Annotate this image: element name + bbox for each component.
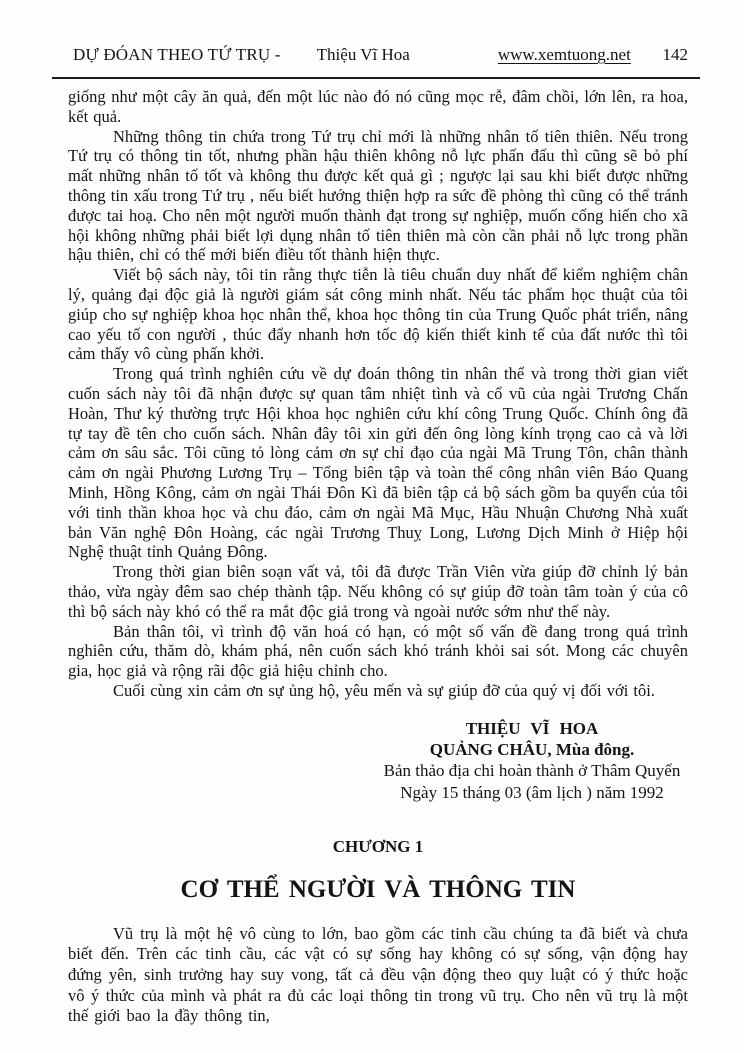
body-paragraph: giống như một cây ăn quả, đến một lúc nào đó nó cũng mọc rễ, đâm chồi, lớn lên, ra hoa, kết quả.	[68, 87, 688, 126]
body-paragraph: Viết bộ sách này, tôi tin rằng thực tiễn là tiêu chuẩn duy nhất để kiểm nghiệm chân lý, quảng đại độc giả là người giám sát công minh nhất. Nếu tác phẩm học thuật của tôi giúp cho sự nghiệp khoa học nhân thể, khoa học thông tin của Trung Quốc phát triển, nâng cao yếu tố con người , thúc đẩy nhanh hơn tốc độ kiến thiết kinh tế của đất nước thì tôi cảm thấy vô cùng phấn khởi.	[68, 265, 688, 364]
page-header	[73, 45, 688, 65]
chapter-number: CHƯƠNG 1	[332, 836, 424, 856]
header-divider	[52, 77, 700, 79]
body-paragraph: Bản thân tôi, vì trình độ văn hoá có hạn, có một số vấn đề đang trong quá trình nghiên cứu, thăm dò, khám phá, nên cuốn sách khó tránh khỏi sai sót. Mong các chuyên gia, học giả và rộng rãi độc giả hiệu chỉnh cho.	[68, 621, 688, 681]
signature-date: Ngày 15 tháng 03 (âm lịch ) năm 1992	[400, 782, 664, 802]
signature-block	[380, 718, 684, 803]
website-link[interactable]: www.xemtuong.net	[497, 45, 631, 64]
page-number: 142	[662, 45, 688, 64]
body-paragraph: Cuối cùng xin cảm ơn sự ủng hộ, yêu mến và sự giúp đỡ của quý vị đối với tôi.	[113, 680, 655, 700]
chapter-opening-paragraph: Vũ trụ là một hệ vô cùng to lớn, bao gồm các tinh cầu chúng ta đã biết và chưa biết đến. Trên các tinh cầu, các vật có sự sống hay không có sự sống, vận động hay đứng yên, sinh trưởng hay suy vong, tất cả đều vận động theo quy luật có ý thức hoặc vô ý thức của mình và phát ra đủ các loại thông tin trong vũ trụ. Cho nên vũ trụ là một thế giới bao la đầy thông tin,	[68, 923, 688, 1026]
signature-place-season: QUẢNG CHÂU, Mùa đông.	[429, 740, 635, 759]
signature-author: THIỆU VĨ HOA	[465, 718, 599, 738]
signature-draft-note: Bản thảo địa chi hoàn thành ở Thâm Quyến	[383, 761, 681, 781]
page-content	[68, 87, 688, 1027]
author-name: Thiệu Vĩ Hoa	[316, 45, 410, 64]
chapter-title: CƠ THỂ NGƯỜI VÀ THÔNG TIN	[180, 875, 576, 903]
body-paragraph: Trong quá trình nghiên cứu về dự đoán thông tin nhân thể và trong thời gian viết cuốn sách này tôi đã nhận được sự quan tâm nhiệt tình và cổ vũ của ngài Trương Chấn Hoàn, Thư ký thường trực Hội khoa học nghiên cứu khí công Trung Quốc. Chính ông đã tự tay đề tên cho cuốn sách. Nhân đây tôi xin gửi đến ông lòng kính trọng cao cả và lời cảm ơn sâu sắc. Tôi cũng tỏ lòng cảm ơn sự chỉ đạo của ngài Mã Trung Tôn, chân thành cảm ơn ngài Phương Lương Trụ – Tổng biên tập và toàn thể công nhân viên Báo Quang Minh, Hồng Kông, cảm ơn ngài Thái Đôn Kì đã biên tập cả bộ sách gồm ba quyển của tôi với tinh thần khoa học và chu đáo, cảm ơn ngài Mã Mục, Hầu Nhuận Chương Nhà xuất bản Văn nghệ Đôn Hoàng, các ngài Trương Thuỵ Long, Lương Dịch Minh ở Hiệp hội Nghệ thuật tỉnh Quảng Đông.	[68, 364, 688, 562]
book-title: DỰ ĐÓAN THEO TỨ TRỤ -	[73, 45, 281, 64]
body-paragraph: Những thông tin chứa trong Tứ trụ chỉ mới là những nhân tố tiên thiên. Nếu trong Tứ trụ có thông tin tốt, nhưng phần hậu thiên không nỗ lực phấn đấu thì cũng sẽ bỏ phí mất những nhân tố tốt và không thu được kết quả gì ; ngược lại sau khi biết được những thông tin xấu trong Tứ trụ , nếu biết hướng thiện hợp ra sức đề phòng thì cũng có thể tránh được tai hoạ. Cho nên một người muốn thành đạt trong sự nghiệp, muốn cống hiến cho xã hội không những phải biết lợi dụng nhân tố tiên thiên mà còn cần phải nỗ lực trong phần hậu thiên, chỉ có thế mới biến điều tốt thành hiện thực.	[68, 126, 688, 265]
body-paragraph: Trong thời gian biên soạn vất vả, tôi đã được Trần Viên vừa giúp đỡ chỉnh lý bản thảo, vừa ngày đêm sao chép thành tập. Nếu không có sự giúp đỡ toàn tâm toàn ý của cô thì bộ sách này khó có thể ra mắt độc giả trong và ngoài nước sớm như thế này.	[68, 562, 688, 621]
